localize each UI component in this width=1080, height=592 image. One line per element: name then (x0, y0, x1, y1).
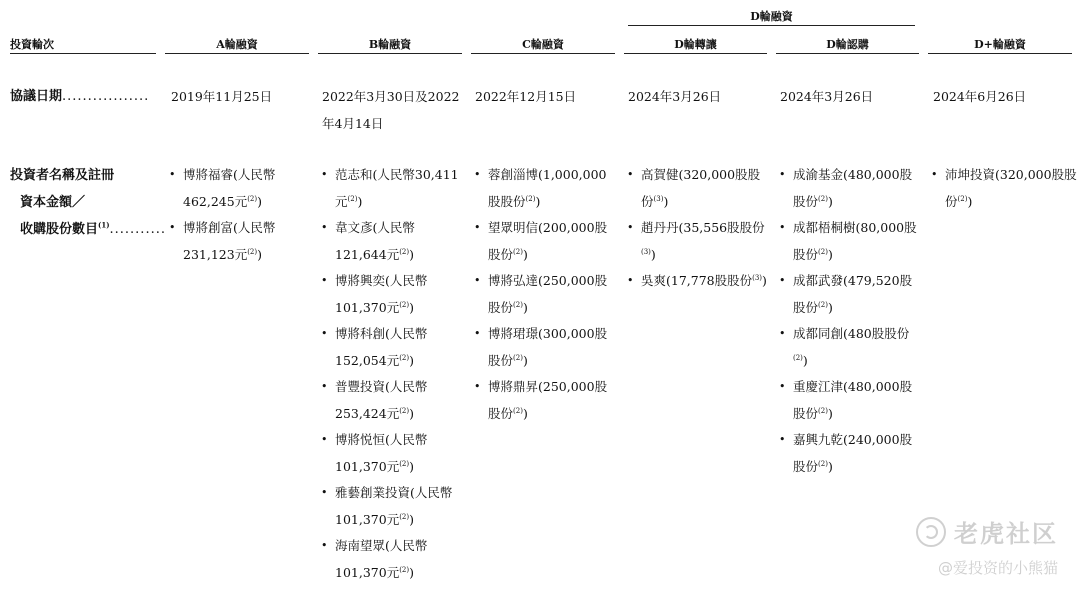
investor-text: 博將科創(人民幣152,054元 (335, 326, 428, 368)
watermark (916, 514, 1058, 578)
investor-item (779, 215, 919, 268)
investor-item (321, 162, 463, 215)
footnote-mark: (2) (513, 353, 523, 362)
investor-label-line2-text: 資本金額／ (20, 195, 86, 210)
header-divider (624, 53, 767, 54)
agreement-date-label-text: 協議日期 (10, 89, 63, 104)
investor-item (169, 162, 311, 215)
investor-item (627, 215, 769, 268)
investor-text-tail: ) (522, 405, 528, 421)
investor-text-tail: ) (663, 193, 669, 209)
footnote-mark: (2) (818, 459, 828, 468)
investor-item (779, 427, 919, 480)
footnote-mark: (2) (399, 565, 410, 574)
investor-text-tail: ) (827, 193, 833, 209)
investor-text-tail: ) (827, 458, 833, 474)
header-round-label: 投資輪次 (10, 38, 54, 51)
agreement-date-c: 2022年12月15日 (475, 89, 577, 104)
footnote-mark: (1) (98, 220, 110, 230)
investor-text: 博將悦恒(人民幣101,370元 (335, 432, 428, 474)
investor-text: 博將興奕(人民幣101,370元 (335, 273, 428, 315)
footnote-mark: (2) (347, 194, 358, 203)
col-header-b: B輪融資 (368, 38, 412, 51)
investor-text-tail: ) (409, 511, 415, 527)
footnote-mark: (2) (818, 247, 828, 256)
footnote-mark: (2) (818, 194, 828, 203)
investor-label-line1: 投資者名稱及註冊 (10, 168, 115, 183)
footnote-mark: (2) (399, 300, 410, 309)
col-header-d-plus: D+輪融資 (974, 38, 1026, 51)
investor-text: 嘉興九乾(240,000股股份 (793, 432, 913, 474)
investor-list-a (169, 162, 311, 268)
footnote-mark: (2) (513, 406, 523, 415)
investor-text: 海南望眾(人民幣101,370元 (335, 538, 428, 580)
investor-text: 望眾明信(200,000股股份 (488, 220, 608, 262)
investor-text-tail: ) (409, 458, 415, 474)
investor-text-tail: ) (827, 299, 833, 315)
col-header-c: C輪融資 (522, 38, 564, 51)
investor-text: 博將珺璟(300,000股股份 (488, 326, 608, 368)
investor-item (474, 374, 616, 427)
investor-text: 范志和(人民幣30,411元 (335, 167, 459, 209)
investor-label-line3 (10, 216, 166, 243)
header-group-d: D輪融資 (750, 10, 793, 23)
investor-item (321, 268, 463, 321)
footnote-mark: (3) (641, 247, 651, 256)
investor-text: 成都武發(479,520股股份 (793, 273, 913, 315)
investor-text: 成都同創(480股股份 (793, 326, 910, 341)
agreement-date-d-transfer: 2024年3月26日 (628, 89, 722, 104)
agreement-date-d-plus: 2024年6月26日 (933, 89, 1027, 104)
col-header-a: A輪融資 (216, 38, 258, 51)
footnote-mark: (2) (818, 406, 828, 415)
investor-text: 普豐投資(人民幣253,424元 (335, 379, 428, 421)
investor-text: 雅藝創業投資(人民幣101,370元 (335, 485, 453, 527)
investor-item (321, 215, 463, 268)
header-divider (471, 53, 615, 54)
footnote-mark: (2) (399, 512, 410, 521)
investor-text-tail: ) (535, 193, 541, 209)
header-divider (10, 53, 156, 54)
footnote-mark: (2) (513, 247, 523, 256)
investor-text: 博將創富(人民幣231,123元 (183, 220, 276, 262)
investor-text-tail: ) (522, 299, 528, 315)
investor-text-tail: ) (522, 246, 528, 262)
footnote-mark: (2) (818, 300, 828, 309)
investor-text-tail: ) (522, 352, 528, 368)
investor-item (321, 321, 463, 374)
agreement-date-label (10, 83, 149, 110)
agreement-date-b: 2022年3月30日及2022年4月14日 (322, 89, 460, 131)
investor-item (321, 533, 463, 586)
investor-item (779, 268, 919, 321)
investor-text-tail: ) (967, 193, 973, 209)
footnote-mark: (2) (247, 194, 258, 203)
investor-text-tail: ) (409, 564, 415, 580)
investor-item (474, 215, 616, 268)
investor-item (321, 480, 463, 533)
footnote-mark: (2) (525, 194, 536, 203)
investor-text: 韋文彥(人民幣121,644元 (335, 220, 415, 262)
header-divider (928, 53, 1072, 54)
investor-text-tail: ) (257, 246, 263, 262)
investor-text: 沛坤投資(320,000股股份 (945, 167, 1077, 209)
investor-text: 趙丹丹(35,556股股份 (641, 220, 765, 235)
investor-list-d-plus (931, 162, 1077, 215)
footnote-mark: (2) (513, 300, 523, 309)
investor-label-line2 (10, 189, 166, 216)
header-divider (628, 25, 915, 26)
investor-text: 博將鼎昇(250,000股股份 (488, 379, 608, 421)
investor-text-tail: ) (409, 405, 415, 421)
leader-dots: ........... (109, 222, 166, 237)
agreement-date-a: 2019年11月25日 (171, 89, 273, 104)
footnote-mark: (2) (957, 194, 968, 203)
investor-list-d-transfer (627, 162, 769, 295)
footnote-mark: (2) (247, 247, 258, 256)
investor-item (627, 162, 769, 215)
investor-item (779, 162, 919, 215)
investor-item (779, 321, 919, 374)
investor-text: 博將弘達(250,000股股份 (488, 273, 608, 315)
investor-text: 吳爽(17,778股股份 (641, 273, 753, 288)
investor-row-label (10, 162, 166, 243)
col-header-d-transfer: D輪轉讓 (674, 38, 717, 51)
investor-text: 博將福睿(人民幣462,245元 (183, 167, 276, 209)
investor-text: 成都梧桐樹(80,000股股份 (793, 220, 917, 262)
investor-item (931, 162, 1077, 215)
investor-text-tail: ) (409, 246, 415, 262)
leader-dots: ................. (62, 89, 150, 104)
investor-item (779, 374, 919, 427)
watermark-handle: @爱投资的小熊猫 (937, 559, 1058, 577)
investor-list-c (474, 162, 616, 427)
footnote-mark: (2) (793, 353, 803, 362)
investor-text-tail: ) (827, 405, 833, 421)
investor-item (321, 374, 463, 427)
col-header-d-sub: D輪認購 (826, 38, 869, 51)
watermark-brand: 老虎社区 (954, 520, 1058, 548)
investor-text-tail: ) (827, 246, 833, 262)
investor-label-line3-text: 收購股份數目 (20, 222, 99, 237)
investor-text: 成渝基金(480,000股股份 (793, 167, 913, 209)
investor-text-tail: ) (802, 352, 808, 368)
investor-text-tail: ) (762, 273, 767, 288)
investor-text-tail: ) (409, 352, 415, 368)
footnote-mark: (2) (399, 247, 410, 256)
header-divider (165, 53, 309, 54)
investor-text: 重慶江津(480,000股股份 (793, 379, 913, 421)
footnote-mark: (2) (399, 353, 410, 362)
investor-list-d-sub (779, 162, 919, 480)
footnote-mark: (3) (752, 273, 763, 282)
header-divider (318, 53, 462, 54)
investor-text-tail: ) (650, 246, 656, 262)
investor-item (321, 427, 463, 480)
investor-item (474, 321, 616, 374)
investor-item (627, 268, 769, 295)
agreement-date-d-sub: 2024年3月26日 (780, 89, 874, 104)
investor-item (169, 215, 311, 268)
footnote-mark: (2) (399, 459, 410, 468)
investor-text: 高賀健(320,000股股份 (641, 167, 761, 209)
watermark-logo (916, 514, 1058, 549)
investor-text-tail: ) (357, 193, 363, 209)
footnote-mark: (3) (653, 194, 664, 203)
investor-text-tail: ) (409, 299, 415, 315)
investor-list-b (321, 162, 463, 586)
footnote-mark: (2) (399, 406, 410, 415)
tiger-logo-icon (916, 517, 946, 547)
investor-item (474, 268, 616, 321)
investor-item (474, 162, 616, 215)
investor-text-tail: ) (257, 193, 263, 209)
header-divider (776, 53, 919, 54)
investor-text: 蓉創淄博(1,000,000股股份 (488, 167, 607, 209)
